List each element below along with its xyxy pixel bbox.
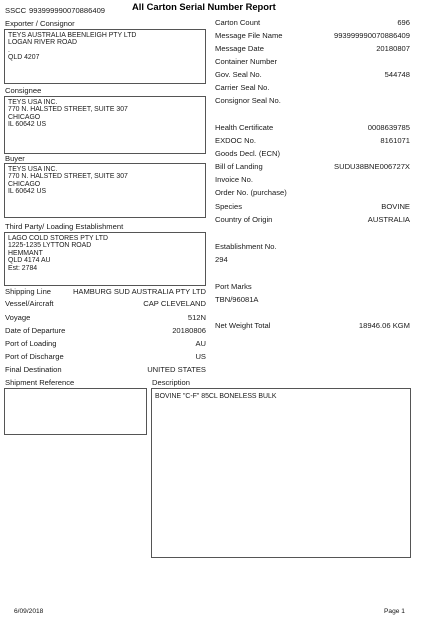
- message-date-value: 20180807: [376, 44, 410, 53]
- container-number-label: Container Number: [215, 57, 278, 66]
- voyage-label: Voyage: [5, 313, 31, 322]
- country-of-origin-value: AUSTRALIA: [367, 215, 410, 224]
- port-discharge-label: Port of Discharge: [5, 352, 64, 361]
- gov-seal-label: Gov. Seal No.: [215, 70, 262, 79]
- third-party-box: [4, 232, 206, 286]
- establishment-label: Establishment No.: [215, 242, 277, 251]
- consignee-address: TEYS USA INC. 770 N. HALSTED STREET, SUITE 307 CHICAGO IL 60642 US: [8, 99, 128, 129]
- exdoc-value: 8161071: [380, 136, 410, 145]
- buyer-label: Buyer: [5, 154, 25, 163]
- voyage-value: 512N: [187, 313, 206, 322]
- sscc-value: 993999990070886409: [29, 6, 106, 15]
- third-party-address: LAGO COLD STORES PTY LTD 1225-1235 LYTTON ROAD HEMMANT QLD 4174 AU Est: 2784: [8, 235, 108, 272]
- port-marks-label: Port Marks: [215, 282, 252, 291]
- buyer-box: [4, 163, 206, 218]
- health-certificate-value: 0008639785: [367, 123, 410, 132]
- sscc-label: SSCC: [5, 6, 27, 15]
- third-party-label: Third Party/ Loading Establishment: [5, 222, 124, 231]
- buyer-address: TEYS USA INC. 770 N. HALSTED STREET, SUITE 307 CHICAGO IL 60642 US: [8, 166, 128, 196]
- vessel-value: CAP CLEVELAND: [143, 299, 206, 308]
- footer-date: 6/09/2018: [14, 608, 44, 615]
- establishment-value: 294: [215, 255, 228, 264]
- exporter-box: [4, 29, 206, 84]
- bill-of-landing-label: Bill of Landing: [215, 162, 263, 171]
- shipping-line-value: HAMBURG SUD AUSTRALIA PTY LTD: [72, 287, 206, 296]
- message-file-value: 993999990070886409: [333, 31, 410, 40]
- consignee-box: [4, 96, 206, 154]
- exporter-label: Exporter / Consignor: [5, 19, 75, 28]
- gov-seal-value: 544748: [384, 70, 410, 79]
- description-label: Description: [152, 378, 190, 387]
- consignor-seal-label: Consignor Seal No.: [215, 96, 281, 105]
- footer-page: Page 1: [384, 608, 405, 615]
- message-file-label: Message File Name: [215, 31, 283, 40]
- invoice-label: Invoice No.: [215, 175, 253, 184]
- shipment-reference-box: [4, 388, 147, 435]
- carton-count-label: Carton Count: [215, 18, 261, 27]
- consignee-label: Consignee: [5, 86, 42, 95]
- species-value: BOVINE: [381, 202, 410, 211]
- bill-of-landing-value: SUDU38BNE006727X: [334, 162, 410, 171]
- port-loading-label: Port of Loading: [5, 339, 57, 348]
- health-certificate-label: Health Certificate: [215, 123, 274, 132]
- country-of-origin-label: Country of Origin: [215, 215, 273, 224]
- departure-label: Date of Departure: [5, 326, 66, 335]
- shipment-reference-label: Shipment Reference: [5, 378, 75, 387]
- report-title: All Carton Serial Number Report: [132, 1, 276, 12]
- message-date-label: Message Date: [215, 44, 264, 53]
- species-label: Species: [215, 202, 243, 211]
- port-marks-value: TBN/96081A: [215, 295, 259, 304]
- net-weight-value: 18946.06 KGM: [358, 321, 410, 330]
- description-text: BOVINE "C-F" 85CL BONELESS BULK: [155, 393, 277, 400]
- port-discharge-value: US: [195, 352, 206, 361]
- exdoc-label: EXDOC No.: [215, 136, 256, 145]
- final-destination-label: Final Destination: [5, 365, 62, 374]
- vessel-label: Vessel/Aircraft: [5, 299, 54, 308]
- shipping-line-label: Shipping Line: [5, 287, 52, 296]
- carton-count-value: 696: [397, 18, 410, 27]
- departure-value: 20180806: [172, 326, 206, 335]
- net-weight-label: Net Weight Total: [215, 321, 271, 330]
- description-box: [151, 388, 411, 558]
- order-label: Order No. (purchase): [215, 188, 287, 197]
- final-destination-value: UNITED STATES: [147, 365, 206, 374]
- goods-decl-label: Goods Decl. (ECN): [215, 149, 280, 158]
- carrier-seal-label: Carrier Seal No.: [215, 83, 270, 92]
- exporter-address: TEYS AUSTRALIA BEENLEIGH PTY LTD LOGAN RIVER ROAD . QLD 4207: [8, 32, 137, 62]
- port-loading-value: AU: [195, 339, 206, 348]
